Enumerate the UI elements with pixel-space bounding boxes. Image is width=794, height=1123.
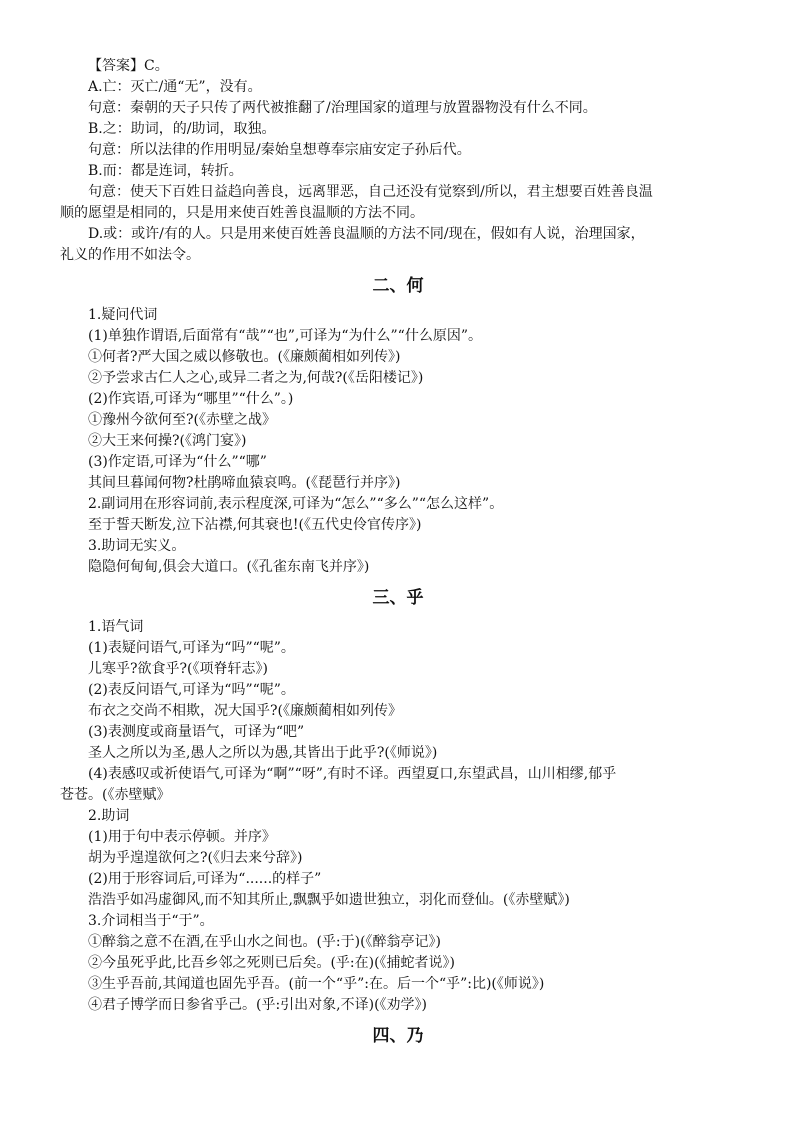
section-heading-hu: 三、乎 <box>372 588 424 608</box>
section-line: (3)表测度或商量语气，可译为“吧” <box>88 724 305 740</box>
section-line: (1)用于句中表示停顿。并序》 <box>88 829 276 845</box>
answer-line: B.之：助词，的/助词，取独。 <box>88 121 276 137</box>
section-line: 其间旦暮闻何物?杜鹃啼血猿哀鸣。(《琵琶行并序》) <box>88 475 401 491</box>
section-line: 1.疑问代词 <box>88 307 158 323</box>
answer-label: 【答案】C。 <box>88 58 169 74</box>
section-line: ④君子博学而日参省乎己。(乎:引出对象,不译)(《劝学》) <box>88 997 428 1013</box>
section-line: 儿寒乎?欲食乎?(《项脊轩志》) <box>88 661 268 677</box>
section-line: ②大王来何操?(《鸿门宴》) <box>88 433 247 449</box>
section-line: (1)单独作谓语,后面常有“哉”“也”,可译为“为什么”“什么原因”。 <box>88 328 482 344</box>
section-heading-he: 二、何 <box>372 276 424 296</box>
answer-paragraph-line: 礼义的作用不如法令。 <box>60 247 200 263</box>
section-line: ①何者?严大国之威以修敬也。(《廉颇蔺相如列传》) <box>88 349 401 365</box>
section-line: ②予尝求古仁人之心,或异二者之为,何哉?(《岳阳楼记》) <box>88 370 424 386</box>
section-line: 3.助词无实义。 <box>88 538 186 554</box>
document-content <box>60 56 736 1055</box>
section-line: 1.语气词 <box>88 619 144 635</box>
section-line: (3)作定语,可译为“什么”“哪” <box>88 454 267 470</box>
answer-line: 句意：所以法律的作用明显/秦始皇想尊奉宗庙安定子孙后代。 <box>88 142 471 158</box>
section-he-body <box>60 305 736 578</box>
section-hu-body <box>60 617 736 1016</box>
section-line: 胡为乎遑遑欲何之?(《归去来兮辞》) <box>88 850 303 866</box>
section-line: 圣人之所以为圣,愚人之所以为愚,其皆出于此乎?(《师说》) <box>88 745 438 761</box>
section-line: (2)表反问语气,可译为“吗”“呢”。 <box>88 682 295 698</box>
section-heading-nai: 四、乃 <box>372 1026 424 1046</box>
section-line: ①豫州今欲何至?(《赤壁之战》 <box>88 412 276 428</box>
answer-block <box>60 56 736 266</box>
section-line: 2.副词用在形容词前,表示程度深,可译为“怎么”“多么”“怎么这样”。 <box>88 496 504 512</box>
section-line: (2)作宾语,可译为“哪里”“什么”。) <box>88 391 294 407</box>
answer-line: A.亡：灭亡/通“无”，没有。 <box>88 79 262 95</box>
section-line: (2)用于形容词后,可译为“......的样子” <box>88 871 322 887</box>
section-line: (1)表疑问语气,可译为“吗”“呢”。 <box>88 640 295 656</box>
section-line: ③生乎吾前,其闻道也固先乎吾。(前一个“乎”:在。后一个“乎”:比)(《师说》) <box>88 976 545 992</box>
section-line: (4)表感叹或祈使语气,可译为“啊”“呀”,有时不译。西望夏口,东望武昌，山川相缪,郁乎 <box>88 766 617 782</box>
section-line: 2.助词 <box>88 808 130 824</box>
section-line: ②今虽死乎此,比吾乡邻之死则已后矣。(乎:在)(《捕蛇者说》) <box>88 955 456 971</box>
section-line: 隐隐何甸甸,俱会大道口。(《孔雀东南飞并序》) <box>88 559 370 575</box>
answer-line: 句意：秦朝的天子只传了两代被推翻了/治理国家的道理与放置器物没有什么不同。 <box>88 100 597 116</box>
section-line: 至于誓天断发,泣下沾襟,何其衰也!(《五代史伶官传序》) <box>88 517 422 533</box>
answer-paragraph-line: D.或：或许/有的人。只是用来使百姓善良温顺的方法不同/现在，假如有人说，治理国家， <box>88 226 645 242</box>
answer-paragraph-line: 顺的愿望是相同的，只是用来使百姓善良温顺的方法不同。 <box>60 205 424 221</box>
section-line: 3.介词相当于“于”。 <box>88 913 214 929</box>
section-line: 浩浩乎如冯虚御风,而不知其所止,飘飘乎如遗世独立，羽化而登仙。(《赤壁赋》) <box>88 892 570 908</box>
section-line: ①醉翁之意不在酒,在乎山水之间也。(乎:于)(《醉翁亭记》) <box>88 934 442 950</box>
section-line: 布衣之交尚不相欺，况大国乎?(《廉颇蔺相如列传》 <box>88 703 402 719</box>
answer-line: B.而：都是连词，转折。 <box>88 163 243 179</box>
section-line: 苍苍。(《赤壁赋》 <box>60 787 171 803</box>
answer-paragraph-line: 句意：使天下百姓日益趋向善良，远离罪恶，自己还没有觉察到/所以，君主想要百姓善良温 <box>88 184 653 200</box>
